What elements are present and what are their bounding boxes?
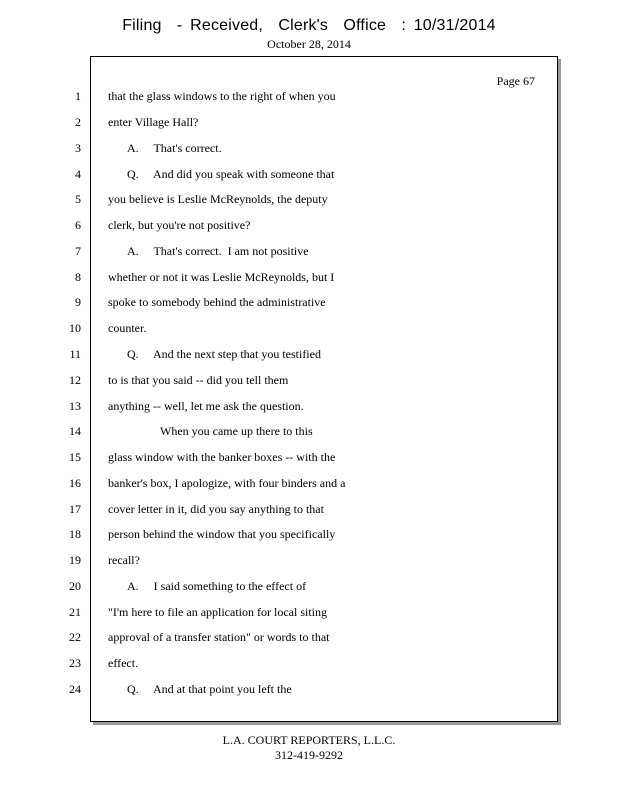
transcript-line: effect. <box>108 656 139 670</box>
transcript-line: counter. <box>108 321 147 335</box>
transcript-line: glass window with the banker boxes -- with the <box>108 450 336 464</box>
line-number: 21 <box>69 605 81 619</box>
line-number: 6 <box>75 218 81 232</box>
transcript-page <box>90 56 558 722</box>
transcript-line: When you came up there to this <box>160 424 313 438</box>
line-number: 18 <box>69 527 81 541</box>
transcript-line: you believe is Leslie McReynolds, the deputy <box>108 192 328 206</box>
line-number: 4 <box>75 167 81 181</box>
transcript-line: A. I said something to the effect of <box>127 579 307 593</box>
transcript-line: enter Village Hall? <box>108 115 199 129</box>
transcript-line: approval of a transfer station" or words to that <box>108 630 330 644</box>
line-number: 14 <box>69 424 81 438</box>
line-number: 19 <box>69 553 81 567</box>
transcript-line: whether or not it was Leslie McReynolds, but I <box>108 270 335 284</box>
line-number: 7 <box>75 244 81 258</box>
transcript-line: to is that you said -- did you tell them <box>108 373 289 387</box>
transcript-line: A. That's correct. <box>127 141 222 155</box>
line-number: 17 <box>69 502 81 516</box>
filing-stamp: Filing - Received, Clerk's Office : 10/31/2014 <box>122 17 496 34</box>
hearing-date: October 28, 2014 <box>267 37 351 51</box>
line-number: 10 <box>69 321 81 335</box>
transcript-line: Q. And the next step that you testified <box>127 347 321 361</box>
line-number: 20 <box>69 579 81 593</box>
line-number: 23 <box>69 656 81 670</box>
transcript-line: A. That's correct. I am not positive <box>127 244 309 258</box>
transcript-line: cover letter in it, did you say anything to that <box>108 502 324 516</box>
line-number: 22 <box>69 630 81 644</box>
line-number: 9 <box>75 295 81 309</box>
line-number: 15 <box>69 450 81 464</box>
transcript-line: that the glass windows to the right of when you <box>108 89 336 103</box>
line-number: 16 <box>69 476 81 490</box>
transcript-line: Q. And at that point you left the <box>127 682 292 696</box>
transcript-line: "I'm here to file an application for local siting <box>108 605 327 619</box>
line-number: 24 <box>69 682 81 696</box>
line-number: 11 <box>69 347 81 361</box>
transcript-line: banker's box, I apologize, with four binders and a <box>108 476 346 490</box>
footer-phone: 312-419-9292 <box>275 748 343 762</box>
transcript-line: anything -- well, let me ask the question. <box>108 399 304 413</box>
line-number: 3 <box>75 141 81 155</box>
line-number: 12 <box>69 373 81 387</box>
transcript-line: person behind the window that you specifically <box>108 527 336 541</box>
line-number: 5 <box>75 192 81 206</box>
transcript-line: spoke to somebody behind the administrative <box>108 295 326 309</box>
transcript-line: clerk, but you're not positive? <box>108 218 251 232</box>
footer-company: L.A. COURT REPORTERS, L.L.C. <box>222 733 396 747</box>
page-number: Page 67 <box>496 74 535 88</box>
line-number: 2 <box>75 115 81 129</box>
line-number: 1 <box>75 89 81 103</box>
transcript-line: recall? <box>108 553 140 567</box>
transcript-line: Q. And did you speak with someone that <box>127 167 335 181</box>
line-number: 13 <box>69 399 81 413</box>
line-number: 8 <box>75 270 81 284</box>
